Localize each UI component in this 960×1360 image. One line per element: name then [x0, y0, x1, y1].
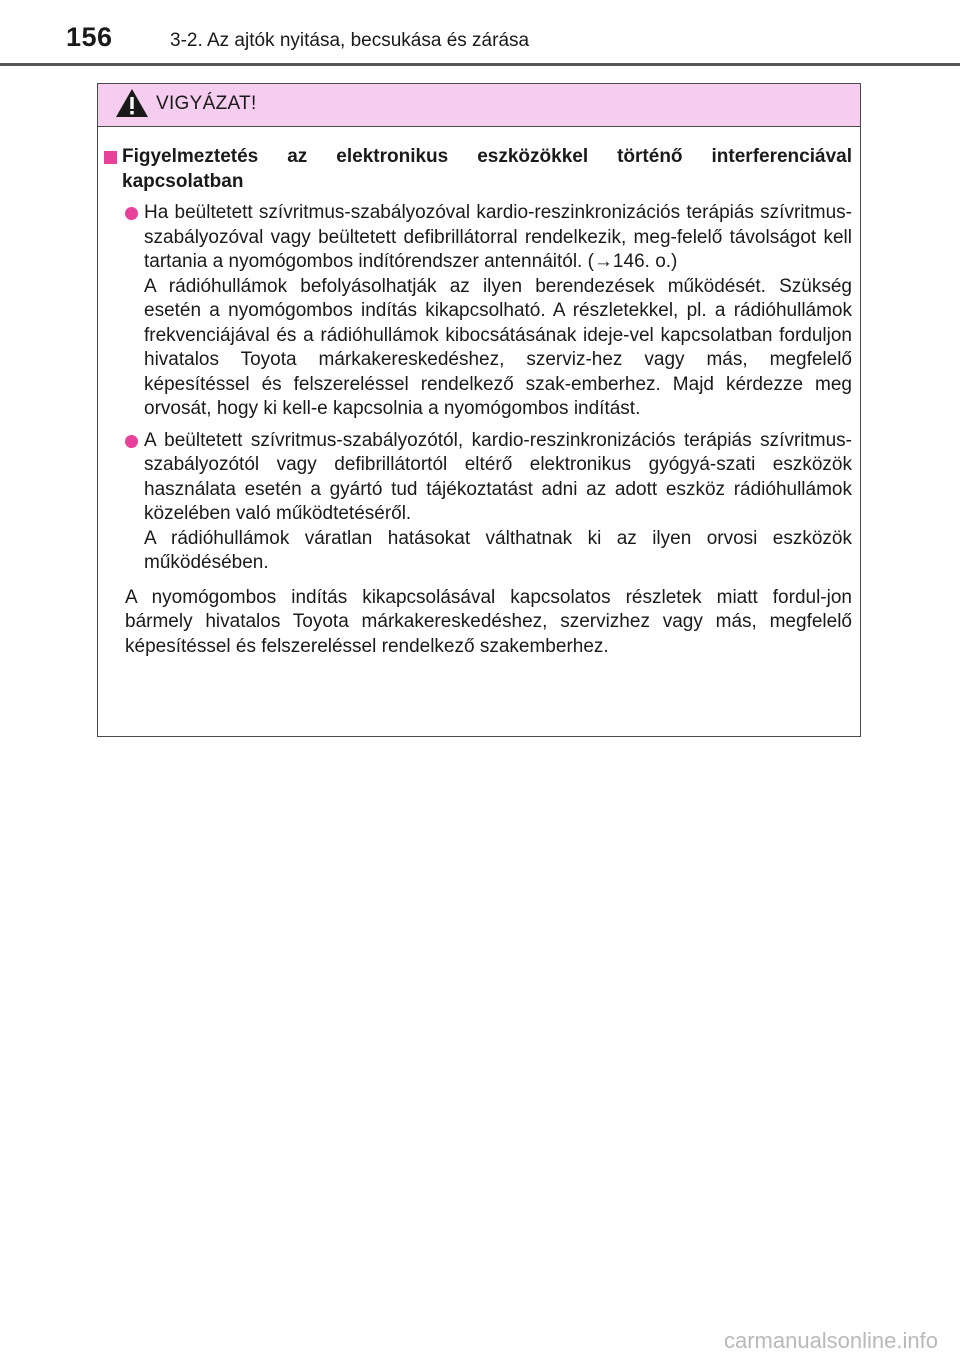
warning-triangle-stroke	[130, 97, 133, 109]
section-title: 3-2. Az ajtók nyitása, becsukása és zárása	[170, 30, 530, 51]
footer-watermark: carmanualsonline.info	[723, 1328, 938, 1353]
header-rule	[0, 63, 960, 66]
bullet-content-2	[144, 429, 852, 576]
warning-heading: Figyelmeztetés az elektronikus eszközökkel történő interferenciával kapcsolatban	[122, 146, 852, 192]
page-number: 156	[66, 22, 113, 52]
bullet-content-1	[144, 201, 852, 422]
warning-title: VIGYÁZAT!	[156, 93, 257, 114]
bullet-2-paragraph-2: A rádióhullámok váratlan hatásokat válthatnak ki az ilyen orvosi eszközök működésében.	[144, 527, 852, 573]
page-header	[0, 0, 960, 64]
warning-body	[98, 127, 860, 659]
square-bullet-icon	[104, 151, 117, 164]
bullet-2-paragraph-1: A beültetett szívritmus-szabályozótól, kardio-reszinkronizációs terápiás szívritmus-szabályozótól vagy defibrillátortól eltérő elektronikus gyógyá-szati eszközök használata esetén a gyártó tud tájékoztatást adni az adott eszköz rádióhullámok közelében való működtetéséről.	[144, 429, 852, 524]
circle-bullet-icon	[125, 207, 138, 220]
warning-note: A nyomógombos indítás kikapcsolásával kapcsolatos részletek miatt fordul-jon bármely hivatalos Toyota márkakereskedéshez, szervizhez vagy más, megfelelő képesítéssel és felszereléssel rendelkező szakemberhez.	[125, 586, 852, 657]
warning-box	[97, 83, 861, 737]
bullet-item-2	[104, 429, 852, 576]
bullet-1-paragraph-1: Ha beültetett szívritmus-szabályozóval kardio-reszinkronizációs terápiás szívritmus-szabályozóval vagy beültetett defibrillátorral rendelkezik, meg-felelő távolságot kell tartania a nyomógombos indítórendszer antennáitól. (→146. o.)	[144, 202, 852, 272]
warning-heading-row	[104, 145, 852, 194]
warning-triangle-dot	[130, 111, 133, 114]
bullet-1-paragraph-2: A rádióhullámok befolyásolhatják az ilyen berendezések működését. Szükség esetén a nyomógombos indítás kikapcsolható. A részletekkel, pl. a rádióhullámok frekvenciájával és a rádióhullámok kibocsátásának ideje-vel kapcsolatban forduljon hivatalos Toyota márkakereskedéshez, szerviz-hez vagy más, megfelelő képesítéssel és felszereléssel rendelkező szak-emberhez. Majd kérdezze meg orvosát, hogy ki kell-e kapcsolnia a nyomógombos indítást.	[144, 275, 852, 419]
warning-triangle-icon	[115, 88, 149, 118]
warning-header	[98, 84, 860, 127]
bullet-item-1	[104, 201, 852, 422]
circle-bullet-icon	[125, 435, 138, 448]
